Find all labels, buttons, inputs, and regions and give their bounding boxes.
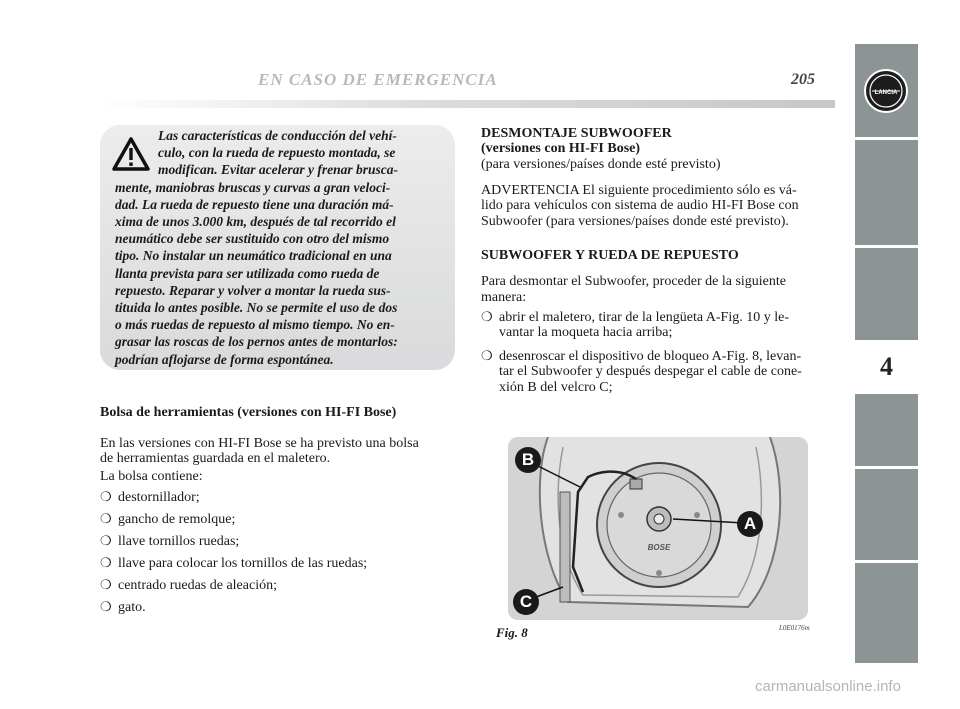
label-a: A (737, 511, 763, 537)
advertencia-text: ADVERTENCIA El siguiente procedimiento sólo es vá- (481, 183, 797, 198)
warning-text (115, 127, 445, 368)
bullet-icon: ❍ (100, 489, 112, 504)
warning-line: grasar las roscas de los pernos antes de montarlos: (115, 334, 398, 350)
figure-caption: Fig. 8 (496, 625, 528, 640)
warning-line: culo, con la rueda de repuesto montada, se (158, 145, 396, 161)
warning-line: llanta prevista para ser utilizada como rueda de (115, 265, 380, 281)
header-rule (100, 100, 835, 108)
list-item-text: gancho de remolque; (118, 512, 236, 527)
bullet-icon: ❍ (481, 309, 493, 324)
warning-line: tipo. No instalar un neumático tradicional en una (115, 248, 392, 264)
list-item (100, 555, 367, 571)
strip-divider (855, 245, 918, 248)
list-item-text: llave tornillos ruedas; (118, 534, 240, 549)
logo-text: LANCIA (874, 90, 898, 96)
subwoofer-heading: DESMONTAJE SUBWOOFER (481, 126, 672, 141)
list-item-text: tar el Subwoofer y después despegar el cable de cone- (499, 364, 802, 379)
bullet-icon: ❍ (481, 348, 493, 363)
procedure-text: Para desmontar el Subwoofer, proceder de la siguiente (481, 274, 786, 289)
tool-bag-intro: de herramientas guardada en el maletero. (100, 451, 331, 466)
lancia-logo (862, 67, 910, 115)
list-item (100, 511, 235, 527)
list-item-text: xión B del velcro C; (499, 380, 613, 395)
tool-bag-intro: La bolsa contiene: (100, 469, 203, 484)
warning-line: dad. La rueda de repuesto tiene una duración má- (115, 196, 394, 212)
list-item (100, 533, 239, 549)
warning-line: o más ruedas de repuesto al mismo tiempo. No en- (115, 317, 395, 333)
chapter-number: 4 (855, 340, 918, 394)
section-heading: SUBWOOFER Y RUEDA DE REPUESTO (481, 248, 739, 263)
list-item-text: centrado ruedas de aleación; (118, 578, 277, 593)
list-item (100, 489, 200, 505)
warning-line: mente, maniobras bruscas y curvas a gran veloci- (115, 179, 391, 195)
warning-line: Las características de conducción del vehí- (158, 128, 397, 143)
warning-line: xima de unos 3.000 km, después de tal recorrido el (115, 214, 396, 230)
warning-line: tituida lo antes posible. No se permite el uso de dos (115, 300, 398, 316)
warning-line: repuesto. Reparar y volver a montar la rueda sus- (115, 282, 391, 298)
list-item (100, 577, 277, 593)
tool-bag-intro: En las versiones con HI-FI Bose se ha previsto una bolsa (100, 436, 419, 451)
strip-divider (855, 466, 918, 469)
bullet-icon: ❍ (100, 533, 112, 548)
list-item-text: gato. (118, 600, 146, 615)
page-number: 205 (791, 71, 815, 88)
bullet-icon: ❍ (100, 511, 112, 526)
warning-line: neumático debe ser sustituido con otro del mismo (115, 231, 390, 247)
list-item-text: vantar la moqueta hacia arriba; (499, 325, 673, 340)
strip-divider (855, 137, 918, 140)
tool-bag-heading: Bolsa de herramientas (versiones con HI-FI Bose) (100, 405, 397, 420)
section-title: EN CASO DE EMERGENCIA (258, 70, 498, 89)
advertencia-text: lido para vehículos con sistema de audio HI-FI Bose con (481, 198, 799, 213)
bullet-icon: ❍ (100, 555, 112, 570)
list-item (481, 348, 801, 364)
bullet-icon: ❍ (100, 599, 112, 614)
list-item-text: destornillador; (118, 490, 200, 505)
list-item (100, 599, 146, 615)
watermark: carmanualsonline.info (755, 678, 901, 695)
subwoofer-heading-versions: (versiones con HI-FI Bose) (481, 141, 641, 156)
list-item-text: llave para colocar los tornillos de las ruedas; (118, 556, 368, 571)
advertencia-text: Subwoofer (para versiones/países donde esté previsto). (481, 214, 789, 229)
figure-code: L0E0176m (779, 624, 810, 632)
label-b: B (515, 447, 541, 473)
speaker-brand-text: BOSE (647, 543, 671, 552)
warning-line: podrían aflojarse de forma espontánea. (115, 351, 334, 367)
list-item (481, 309, 789, 325)
label-c: C (513, 589, 539, 615)
strip-divider (855, 560, 918, 563)
figure-subwoofer (508, 437, 808, 620)
list-item-text: desenroscar el dispositivo de bloqueo A-Fig. 8, levan- (499, 349, 802, 364)
subwoofer-illustration (508, 437, 808, 620)
list-item-text: abrir el maletero, tirar de la lengüeta A-Fig. 10 y le- (499, 310, 790, 325)
bullet-icon: ❍ (100, 577, 112, 592)
subwoofer-subheading: (para versiones/países donde esté previsto) (481, 157, 721, 172)
procedure-text: manera: (481, 290, 527, 305)
warning-line: modifican. Evitar acelerar y frenar brusca- (158, 162, 398, 178)
